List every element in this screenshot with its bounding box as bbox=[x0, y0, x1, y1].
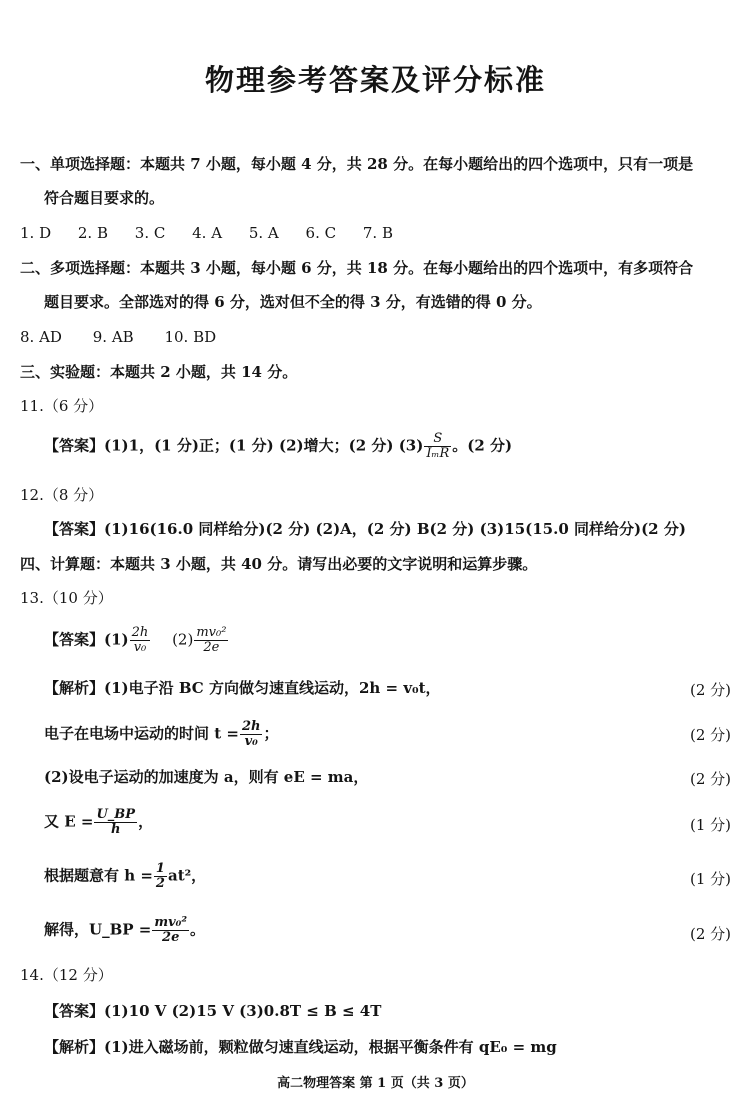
frac-den: h bbox=[111, 822, 121, 837]
answer-2: 2. B bbox=[77, 224, 108, 242]
answer-10: 10. BD bbox=[164, 328, 217, 346]
frac-num: 2h bbox=[241, 719, 261, 734]
q13-answer-mid: (2) bbox=[172, 630, 194, 649]
q11-fraction bbox=[424, 432, 451, 461]
q13-solution-6-fraction bbox=[152, 916, 189, 945]
q13-fraction-1-den: v₀ bbox=[133, 640, 147, 655]
q11-fraction-num: S bbox=[424, 432, 451, 447]
section1-answers bbox=[20, 224, 393, 242]
q13-solution-5 bbox=[44, 862, 206, 891]
q13-heading: 13.（10 分） bbox=[20, 589, 113, 607]
section1-heading-cont: 符合题目要求的。 bbox=[44, 189, 165, 207]
q13-solution-2-fraction bbox=[240, 720, 263, 749]
q13-fraction-1 bbox=[130, 626, 151, 655]
frac-den: 2e bbox=[162, 930, 180, 945]
section4-heading: 四、计算题：本题共 3 小题，共 40 分。请写出必要的文字说明和运算步骤。 bbox=[20, 555, 538, 573]
frac-den: 2 bbox=[155, 876, 165, 891]
q13-solution-4-text: 又 E = bbox=[44, 812, 94, 831]
q13-solution-5-text: 根据题意有 h = bbox=[44, 866, 153, 885]
q11-heading: 11.（6 分） bbox=[20, 397, 104, 415]
q13-solution-2-text: 电子在电场中运动的时间 t = bbox=[44, 724, 239, 743]
page-footer: 高二物理答案 第 1 页（共 3 页） bbox=[277, 1076, 474, 1091]
q13-answer bbox=[44, 626, 229, 655]
section2-heading: 二、多项选择题：本题共 3 小题，每小题 6 分，共 18 分。在每小题给出的四个选项中，有多项符合 bbox=[20, 259, 694, 277]
q13-solution-5-fraction bbox=[154, 862, 167, 891]
q13-solution-1: 【解析】(1)电子沿 BC 方向做匀速直线运动，2h = v₀t， bbox=[44, 679, 441, 697]
answer-7: 7. B bbox=[362, 224, 393, 242]
q13-solution-2-tail: ； bbox=[263, 724, 279, 743]
q13-fraction-1-num: 2h bbox=[131, 625, 149, 640]
frac-den: v₀ bbox=[244, 734, 258, 749]
answer-6: 6. C bbox=[305, 224, 337, 242]
q13-solution-3: (2)设电子运动的加速度为 a，则有 eE = ma， bbox=[44, 768, 369, 786]
q13-solution-1-score: (2 分) bbox=[689, 681, 731, 699]
q13-fraction-2-num: mv₀² bbox=[196, 625, 227, 640]
q13-solution-6-score: (2 分) bbox=[689, 925, 731, 943]
answer-9: 9. AB bbox=[92, 328, 134, 346]
q13-solution-4-fraction bbox=[94, 808, 137, 837]
section3-heading: 三、实验题：本题共 2 小题，共 14 分。 bbox=[20, 363, 298, 381]
q12-heading: 12.（8 分） bbox=[20, 486, 104, 504]
q13-solution-4 bbox=[44, 808, 153, 837]
frac-num: 1 bbox=[155, 861, 165, 876]
q13-solution-3-score: (2 分) bbox=[689, 770, 731, 788]
q13-solution-4-score: (1 分) bbox=[689, 816, 731, 834]
q13-solution-4-tail: ， bbox=[138, 812, 154, 831]
q13-solution-2 bbox=[44, 720, 278, 749]
section1-heading: 一、单项选择题：本题共 7 小题，每小题 4 分，共 28 分。在每小题给出的四个选项中，只有一项是 bbox=[20, 155, 694, 173]
answer-5: 5. A bbox=[248, 224, 279, 242]
q13-solution-6-text: 解得，U_BP = bbox=[44, 920, 152, 939]
q14-heading: 14.（12 分） bbox=[20, 966, 113, 984]
q13-fraction-2-den: 2e bbox=[203, 640, 220, 655]
q13-answer-label: 【答案】(1) bbox=[44, 630, 129, 649]
q11-fraction-den: IₘR bbox=[426, 446, 450, 461]
section2-answers bbox=[20, 328, 216, 346]
q11-answer bbox=[44, 432, 512, 461]
answer-4: 4. A bbox=[192, 224, 223, 242]
q14-answer: 【答案】(1)10 V (2)15 V (3)0.8T ≤ B ≤ 4T bbox=[44, 1002, 382, 1020]
answer-3: 3. C bbox=[134, 224, 166, 242]
q13-solution-5-tail: at²， bbox=[167, 866, 207, 885]
frac-num: U_BP bbox=[96, 807, 136, 822]
q14-solution: 【解析】(1)进入磁场前，颗粒做匀速直线运动，根据平衡条件有 qE₀ = mg bbox=[44, 1038, 557, 1056]
q13-solution-2-score: (2 分) bbox=[689, 726, 731, 744]
section2-heading-cont: 题目要求。全部选对的得 6 分，选对但不全的得 3 分，有选错的得 0 分。 bbox=[44, 293, 542, 311]
q11-answer-tail: 。(2 分) bbox=[452, 436, 513, 455]
answer-8: 8. AD bbox=[20, 328, 62, 346]
q11-answer-text: 【答案】(1)1，(1 分)正；(1 分) (2)增大；(2 分) (3) bbox=[44, 436, 424, 455]
q13-solution-6-tail: 。 bbox=[190, 920, 206, 939]
answer-1: 1. D bbox=[20, 224, 52, 242]
q12-answer: 【答案】(1)16(16.0 同样给分)(2 分) (2)A，(2 分) B(2 分) (3)15(15.0 同样给分)(2 分) bbox=[44, 520, 686, 538]
q13-solution-5-score: (1 分) bbox=[689, 870, 731, 888]
q13-solution-6 bbox=[44, 916, 205, 945]
frac-num: mv₀² bbox=[154, 915, 188, 930]
page-title: 物理参考答案及评分标准 bbox=[204, 63, 546, 97]
q13-fraction-2 bbox=[194, 626, 228, 655]
